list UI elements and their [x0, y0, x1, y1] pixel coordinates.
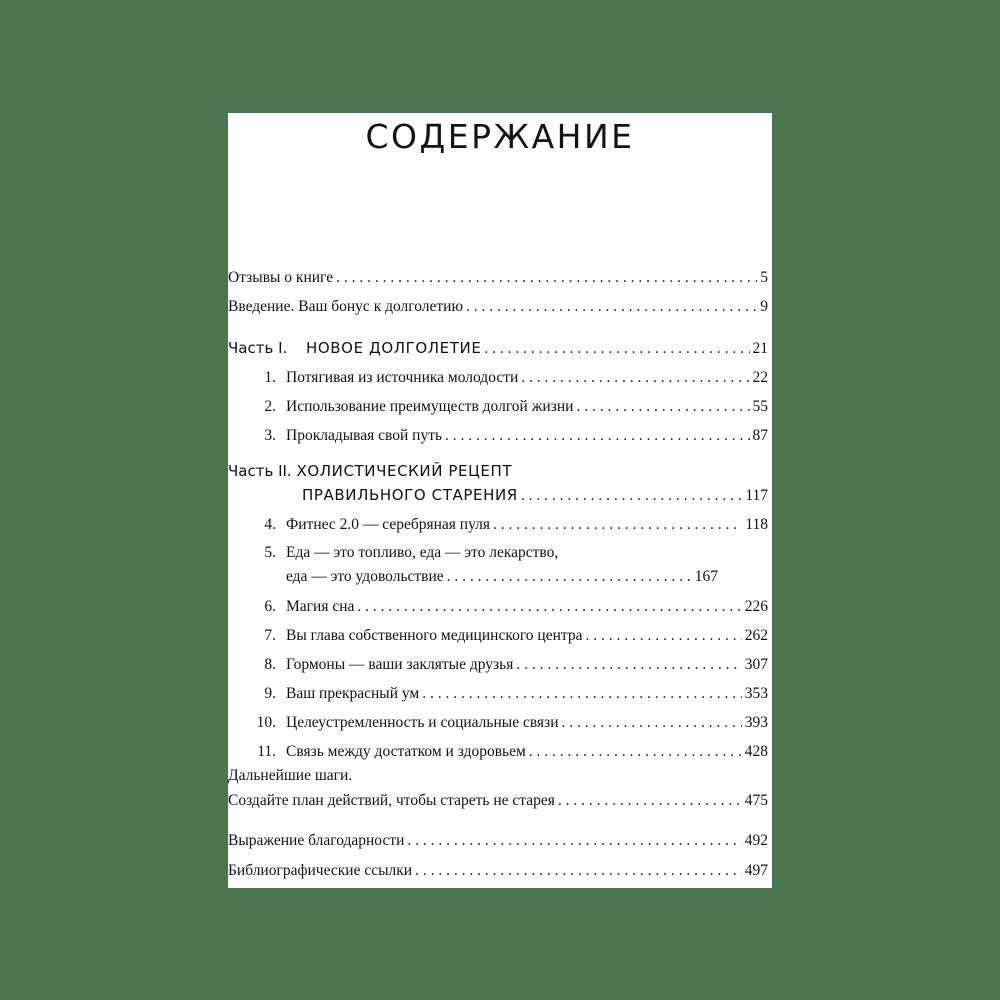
page-title: СОДЕРЖАНИЕ: [365, 117, 635, 156]
entry-title-line1: Дальнейшие шаги.: [228, 767, 353, 784]
dot-leader: [529, 741, 742, 763]
dot-leader: [521, 367, 749, 389]
part-title-line2: ПРАВИЛЬНОГО СТАРЕНИЯ: [302, 486, 518, 504]
toc-next-steps-line1[interactable]: [228, 765, 352, 787]
toc-part-1[interactable]: [228, 337, 768, 359]
toc-chapter-10[interactable]: [228, 712, 768, 734]
part-title: НОВОЕ ДОЛГОЛЕТИЕ: [306, 339, 482, 357]
entry-title-line2: Создайте план действий, чтобы стареть не старея: [228, 792, 555, 809]
dot-leader: [415, 860, 742, 882]
chapter-number: 7.: [264, 627, 276, 644]
dot-leader: [447, 566, 692, 588]
dot-leader: [585, 625, 741, 647]
part-title-line1: ХОЛИСТИЧЕСКИЙ РЕЦЕПТ: [296, 462, 513, 480]
dot-leader: [445, 425, 749, 447]
page-number: 475: [744, 792, 768, 809]
dot-leader: [521, 485, 742, 507]
toc-part-2-heading[interactable]: [228, 460, 512, 482]
entry-title: Фитнес 2.0 — серебряная пуля: [286, 516, 491, 533]
part-label: Часть I.: [228, 339, 288, 357]
entry-title: Использование преимуществ долгой жизни: [286, 398, 574, 415]
chapter-number: 11.: [257, 743, 276, 760]
dot-leader: [422, 683, 742, 705]
entry-title: Вы глава собственного медицинского центра: [286, 627, 583, 644]
dot-leader: [484, 338, 749, 360]
dot-leader: [561, 712, 741, 734]
toc-chapter-1[interactable]: [228, 367, 768, 389]
dot-leader: [516, 654, 741, 676]
entry-title: Магия сна: [286, 598, 355, 615]
chapter-number: 9.: [264, 685, 276, 702]
page-number: 353: [744, 685, 768, 702]
toc-chapter-4[interactable]: [228, 514, 768, 536]
entry-title: Выражение благодарности: [228, 832, 405, 849]
toc-chapter-6[interactable]: [228, 596, 768, 618]
page-number: 87: [752, 427, 768, 444]
entry-title-line2: еда — это удовольствие: [286, 568, 444, 585]
part-label: Часть II.: [228, 462, 292, 480]
toc-chapter-9[interactable]: [228, 683, 768, 705]
page-number: 118: [745, 516, 768, 533]
entry-title: Отзывы о книге: [228, 269, 334, 286]
toc-chapter-7[interactable]: [228, 625, 768, 647]
page-number: 307: [744, 656, 768, 673]
chapter-number: 2.: [264, 398, 276, 415]
page-number: 9: [760, 298, 768, 315]
page-number: 262: [744, 627, 768, 644]
toc-chapter-8[interactable]: [228, 654, 768, 676]
entry-title: Введение. Ваш бонус к долголетию: [228, 298, 464, 315]
page-number: 226: [744, 598, 768, 615]
dot-leader: [407, 830, 741, 852]
dot-leader: [558, 790, 742, 812]
entry-title: Ваш прекрасный ум: [286, 685, 420, 702]
toc-next-steps[interactable]: [228, 790, 768, 812]
entry-title: Целеустремленность и социальные связи: [286, 714, 559, 731]
chapter-number: 8.: [264, 656, 276, 673]
dot-leader: [466, 296, 757, 318]
toc-chapter-2[interactable]: [228, 396, 768, 418]
toc-chapter-5-line1[interactable]: [228, 542, 558, 564]
page-number: 492: [744, 832, 768, 849]
page-number: 167: [694, 568, 718, 585]
dot-leader: [357, 596, 741, 618]
toc-chapter-5[interactable]: [286, 566, 718, 588]
entry-title: Гормоны — ваши заклятые друзья: [286, 656, 514, 673]
page-number: 393: [744, 714, 768, 731]
toc-entry-introduction[interactable]: [228, 296, 768, 318]
entry-title: Библиографические ссылки: [228, 862, 413, 879]
entry-title-line1: Еда — это топливо, еда — это лекарство,: [286, 544, 559, 561]
page-number: 117: [745, 487, 768, 504]
chapter-number: 6.: [264, 598, 276, 615]
toc-entry-reviews[interactable]: [228, 267, 768, 289]
toc-chapter-3[interactable]: [228, 425, 768, 447]
entry-title: Прокладывая свой путь: [286, 427, 443, 444]
toc-part-2[interactable]: [302, 484, 768, 506]
toc-chapter-11[interactable]: [228, 741, 768, 763]
dot-leader: [336, 267, 757, 289]
chapter-number: 10.: [256, 714, 276, 731]
chapter-number: 5.: [264, 544, 276, 561]
page-number: 21: [752, 340, 768, 357]
page-number: 5: [760, 269, 768, 286]
chapter-number: 4.: [264, 516, 276, 533]
page-number: 428: [744, 743, 768, 760]
book-page: [228, 113, 772, 888]
entry-title: Потягивая из источника молодости: [286, 369, 519, 386]
page-number: 497: [744, 862, 768, 879]
dot-leader: [493, 514, 742, 536]
page-number: 22: [752, 369, 768, 386]
chapter-number: 1.: [264, 369, 276, 386]
toc-acknowledgements[interactable]: [228, 830, 768, 852]
toc-bibliography[interactable]: [228, 860, 768, 882]
entry-title: Связь между достатком и здоровьем: [286, 743, 526, 760]
page-number: 55: [752, 398, 768, 415]
chapter-number: 3.: [264, 427, 276, 444]
dot-leader: [576, 396, 749, 418]
